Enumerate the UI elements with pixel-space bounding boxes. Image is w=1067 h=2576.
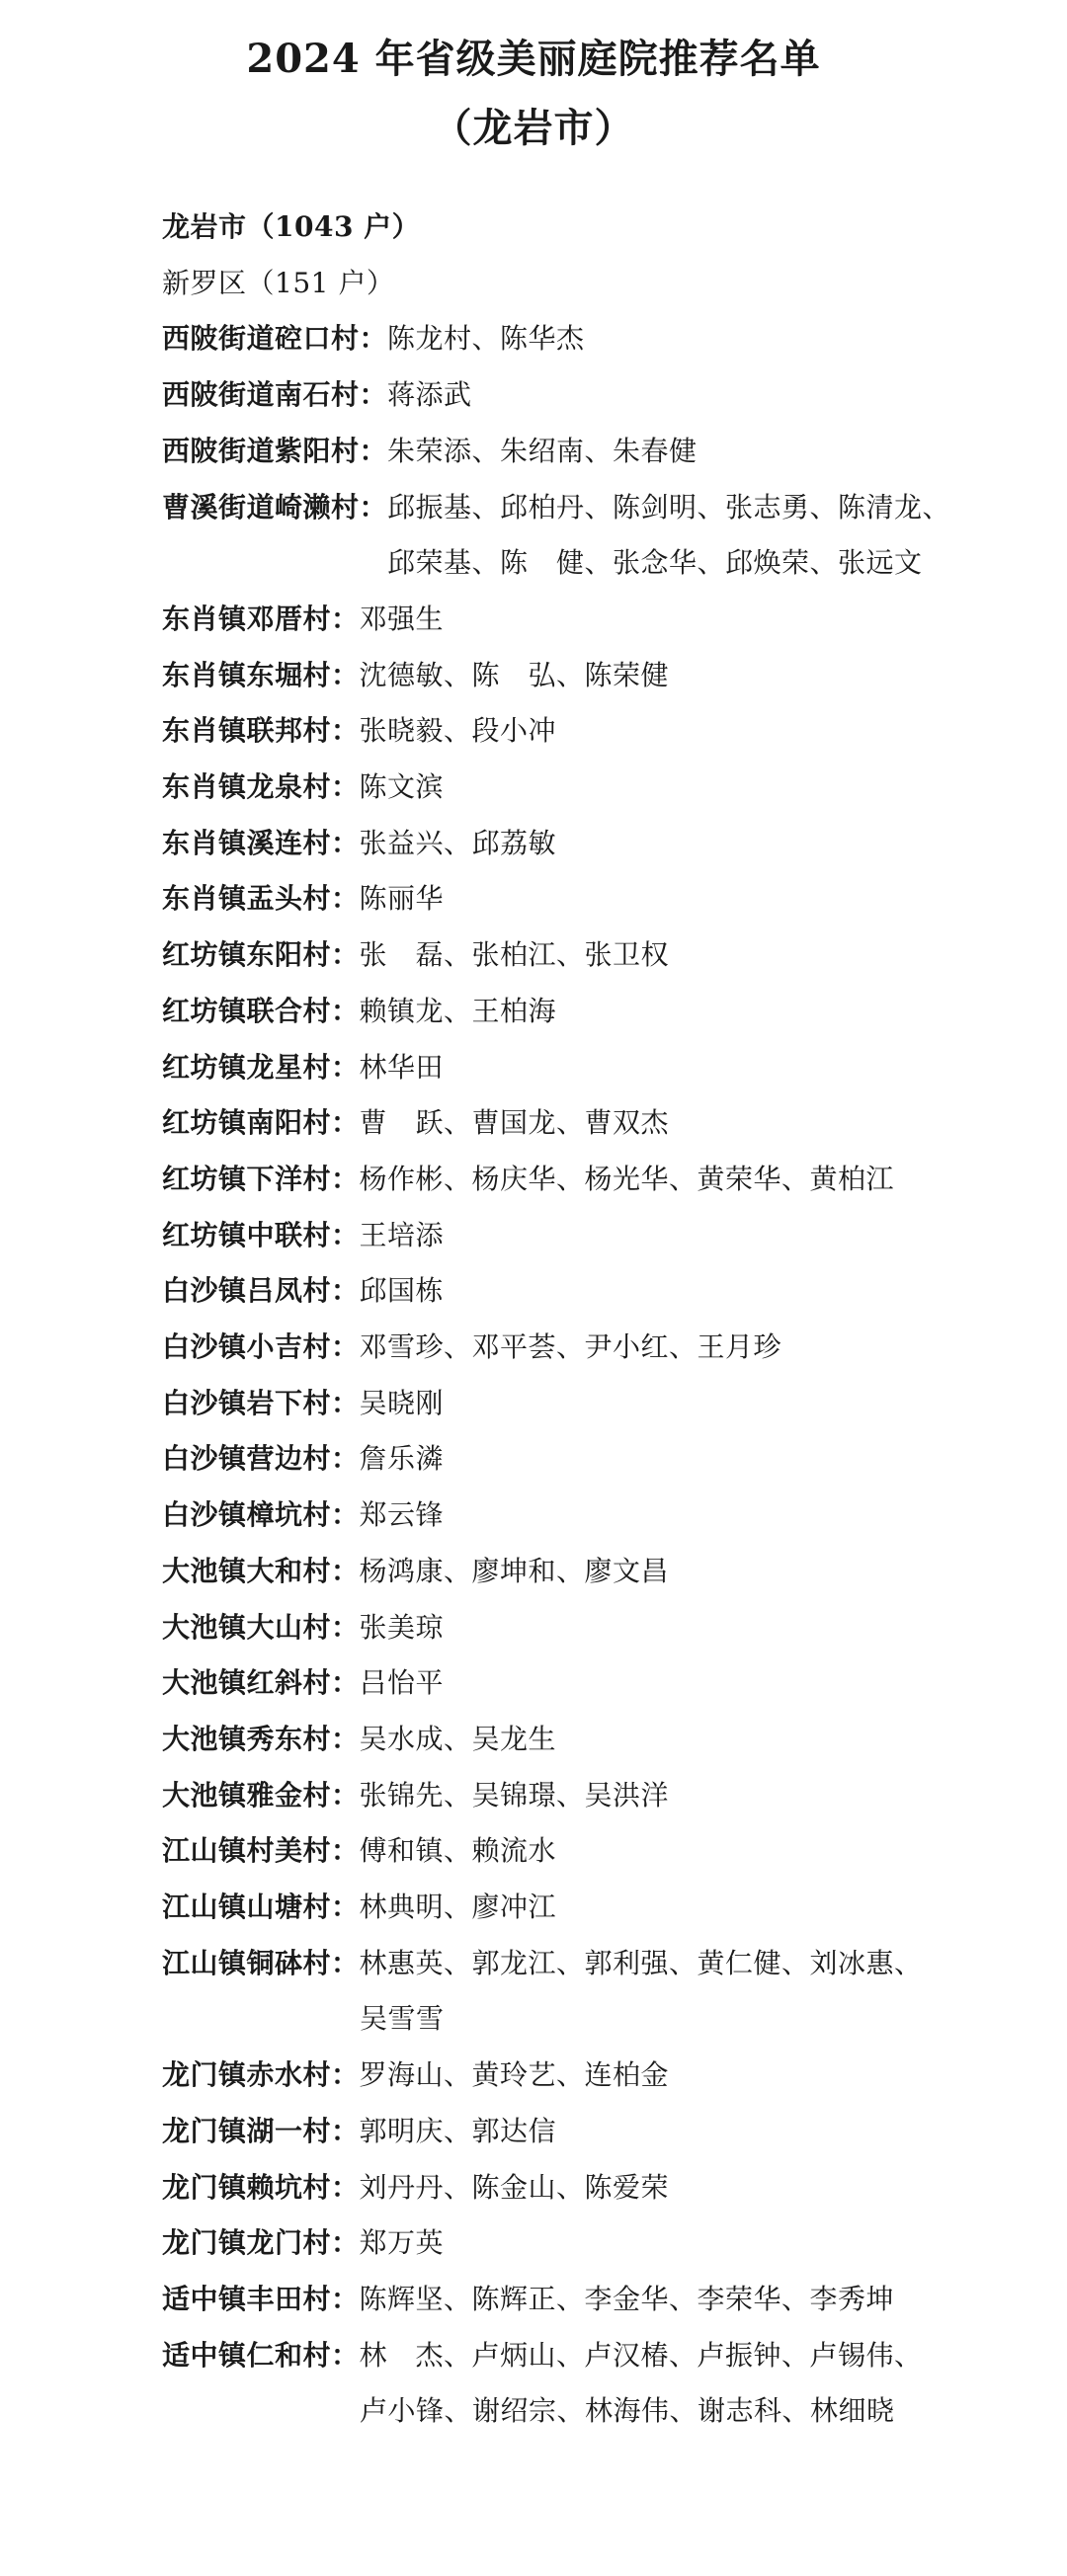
village-entry [162, 1718, 556, 1757]
household-names: 邓强生 [359, 602, 445, 635]
village-entry [162, 1550, 669, 1589]
village-entry [162, 1942, 923, 1981]
village-entry [162, 1046, 444, 1086]
village-entry [162, 933, 669, 973]
village-entry [162, 1774, 669, 1813]
village-label: 东肖镇东堀村： [162, 658, 360, 691]
village-label: 红坊镇东阳村： [162, 938, 360, 972]
village-entry [162, 2053, 669, 2093]
village-label: 江山镇村美村： [162, 1834, 360, 1868]
village-label: 白沙镇营边村： [162, 1442, 360, 1476]
village-entry [162, 1269, 444, 1309]
household-names: 林 杰、卢炳山、卢汉椿、卢振钟、卢锡伟、 [359, 2338, 923, 2372]
village-label: 白沙镇吕凤村： [162, 1274, 360, 1308]
village-label: 江山镇铜砵村： [162, 1946, 360, 1979]
village-label: 红坊镇南阳村： [162, 1106, 360, 1140]
village-label: 东肖镇邓厝村： [162, 602, 360, 635]
village-entry [162, 486, 950, 525]
city-total: 龙岩市（1043 户） [162, 210, 421, 243]
village-label: 红坊镇龙星村： [162, 1050, 360, 1084]
village-entry [162, 1661, 444, 1701]
village-entry [162, 1886, 556, 1925]
village-label: 龙门镇赤水村： [162, 2058, 360, 2092]
household-names: 张 磊、张柏江、张卫权 [359, 938, 670, 972]
household-names: 张美琼 [359, 1610, 445, 1644]
household-names: 林华田 [359, 1050, 445, 1084]
household-names: 郑云锋 [359, 1498, 445, 1532]
household-names: 吕怡平 [359, 1666, 445, 1700]
village-label: 红坊镇联合村： [162, 994, 360, 1027]
village-label: 西陂街道硿口村： [162, 322, 388, 356]
household-names: 杨鸿康、廖坤和、廖文昌 [359, 1554, 670, 1587]
household-names: 吴水成、吴龙生 [359, 1722, 557, 1755]
household-names-continued: 卢小锋、谢绍宗、林海伟、谢志科、林细晓 [360, 2394, 895, 2428]
household-names: 张锦先、吴锦璟、吴洪洋 [359, 1778, 670, 1811]
household-names: 王培添 [359, 1218, 445, 1251]
household-names: 刘丹丹、陈金山、陈爱荣 [359, 2170, 670, 2204]
village-entry [162, 877, 444, 917]
village-entry [162, 2110, 556, 2149]
village-entry [162, 822, 556, 861]
village-label: 白沙镇樟坑村： [162, 1498, 360, 1532]
village-label: 大池镇大山村： [162, 1610, 360, 1644]
village-label: 适中镇仁和村： [162, 2338, 360, 2372]
household-names: 林惠英、郭龙江、郭利强、黄仁健、刘冰惠、 [359, 1946, 923, 1979]
village-label: 大池镇红斜村： [162, 1666, 360, 1700]
village-entry [162, 1606, 444, 1646]
village-entry [162, 1437, 444, 1477]
village-entry [162, 1158, 894, 1197]
village-label: 东肖镇联邦村： [162, 714, 360, 748]
village-label: 大池镇大和村： [162, 1554, 360, 1587]
household-names: 杨作彬、杨庆华、杨光华、黄荣华、黄柏江 [359, 1162, 895, 1195]
village-entry [162, 1493, 444, 1533]
village-entry [162, 373, 472, 413]
village-entry [162, 709, 556, 749]
village-label: 适中镇丰田村： [162, 2282, 360, 2315]
household-names: 罗海山、黄玲艺、连柏金 [359, 2058, 670, 2092]
village-entry [162, 2221, 444, 2261]
village-entry [162, 1214, 444, 1253]
household-names: 陈文滨 [359, 770, 445, 803]
village-entry [162, 1101, 669, 1141]
household-names: 詹乐潾 [359, 1442, 445, 1476]
household-names: 吴晓刚 [359, 1386, 445, 1419]
village-label: 西陂街道紫阳村： [162, 434, 388, 467]
household-names: 陈龙村、陈华杰 [387, 322, 585, 356]
document-subtitle: （龙岩市） [432, 105, 635, 151]
village-entry [162, 1829, 556, 1869]
household-names: 邱国栋 [359, 1274, 445, 1308]
household-names: 曹 跃、曹国龙、曹双杰 [359, 1106, 670, 1140]
village-entry [162, 430, 698, 469]
village-label: 曹溪街道崎濑村： [162, 490, 388, 523]
village-label: 龙门镇赖坑村： [162, 2170, 360, 2204]
district-total: 新罗区（151 户） [162, 266, 395, 299]
village-label: 东肖镇龙泉村： [162, 770, 360, 803]
household-names: 陈辉坚、陈辉正、李金华、李荣华、李秀坤 [359, 2282, 895, 2315]
village-entry [162, 765, 444, 805]
household-names: 沈德敏、陈 弘、陈荣健 [359, 658, 670, 691]
household-names: 赖镇龙、王柏海 [359, 994, 557, 1027]
household-names: 郑万英 [359, 2226, 445, 2260]
village-entry [162, 990, 556, 1029]
village-label: 红坊镇下洋村： [162, 1162, 360, 1195]
village-label: 江山镇山塘村： [162, 1891, 360, 1923]
village-entry [162, 598, 444, 637]
household-names: 朱荣添、朱绍南、朱春健 [387, 434, 698, 467]
household-names: 傅和镇、赖流水 [359, 1834, 557, 1868]
village-entry [162, 2278, 894, 2317]
household-names: 陈丽华 [359, 882, 445, 916]
document-title: 2024 年省级美丽庭院推荐名单 [246, 36, 821, 82]
village-entry [162, 1326, 781, 1365]
village-label: 大池镇秀东村： [162, 1722, 360, 1755]
village-label: 大池镇雅金村： [162, 1778, 360, 1811]
household-names: 张晓毅、段小冲 [359, 714, 557, 748]
household-names-continued: 邱荣基、陈 健、张念华、邱焕荣、张远文 [387, 546, 923, 580]
village-label: 龙门镇湖一村： [162, 2114, 360, 2147]
village-entry [162, 654, 669, 693]
household-names: 张益兴、邱荔敏 [359, 826, 557, 859]
household-names: 邱振基、邱柏丹、陈剑明、张志勇、陈清龙、 [387, 490, 951, 523]
village-label: 东肖镇溪连村： [162, 826, 360, 859]
household-names: 郭明庆、郭达信 [359, 2114, 557, 2147]
village-label: 西陂街道南石村： [162, 378, 388, 412]
village-label: 东肖镇盂头村： [162, 882, 360, 916]
village-entry [162, 1382, 444, 1421]
household-names: 邓雪珍、邓平荟、尹小红、王月珍 [359, 1330, 782, 1363]
household-names: 林典明、廖冲江 [359, 1891, 557, 1923]
village-label: 红坊镇中联村： [162, 1218, 360, 1251]
household-names-continued: 吴雪雪 [360, 2002, 445, 2036]
village-entry [162, 317, 585, 357]
village-label: 龙门镇龙门村： [162, 2226, 360, 2260]
village-entry [162, 2334, 923, 2374]
household-names: 蒋添武 [387, 378, 472, 412]
village-label: 白沙镇小吉村： [162, 1330, 360, 1363]
village-entry [162, 2166, 669, 2206]
village-label: 白沙镇岩下村： [162, 1386, 360, 1419]
